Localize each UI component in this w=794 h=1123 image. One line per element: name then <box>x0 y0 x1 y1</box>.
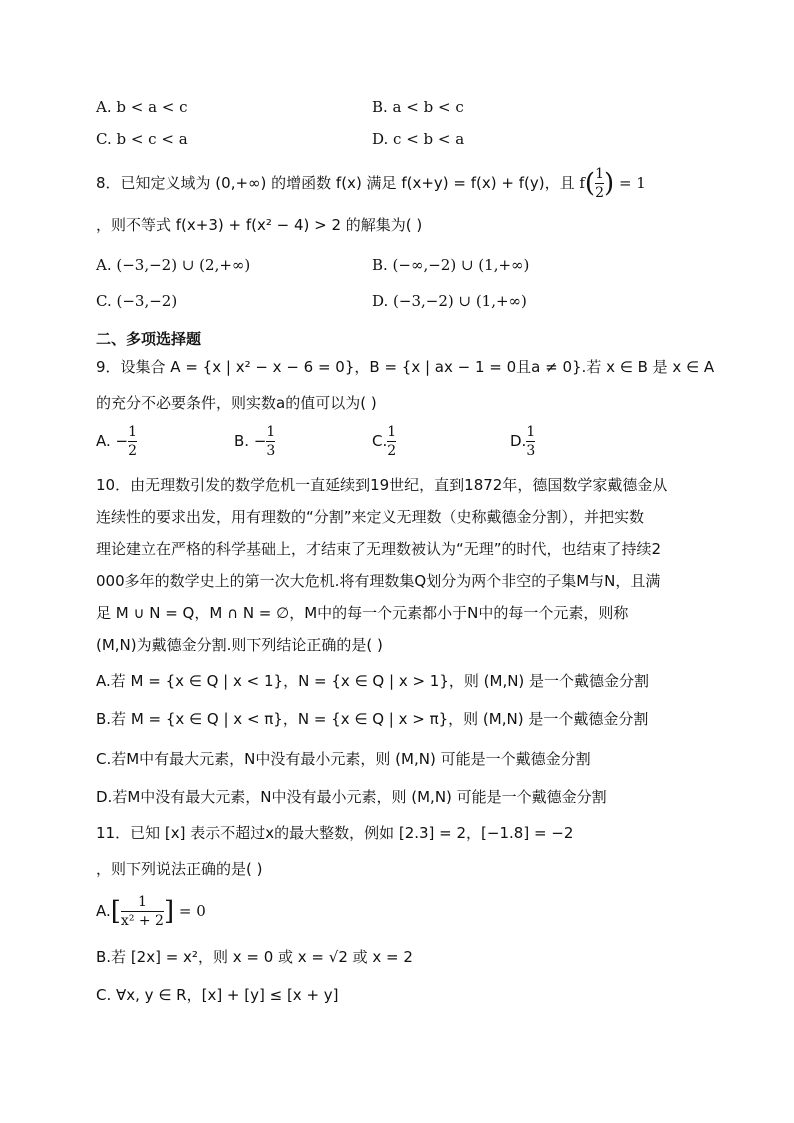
q9-option-b-label: B. − <box>234 432 267 450</box>
q9-stem-line2: 的充分不必要条件，则实数a的值可以为( ) <box>96 394 377 412</box>
q7-option-c: C. b < c < a <box>96 130 188 148</box>
q9-stem-line1: 9．设集合 A = {x | x² − x − 6 = 0}，B = {x | ax − 1 = 0且a ≠ 0}.若 x ∈ B 是 x ∈ A <box>96 358 715 376</box>
q10-option-a: A.若 M = {x ∈ Q | x < 1}，N = {x ∈ Q | x > 1}，则 (M,N) 是一个戴德金分割 <box>96 672 650 690</box>
q8-option-c: C. (−3,−2) <box>96 292 178 310</box>
q9-d-den: 3 <box>526 443 536 459</box>
q9-option-c <box>372 424 396 459</box>
q11-a-left-bracket: [ <box>110 896 121 927</box>
q9-c-den: 2 <box>387 443 397 459</box>
q8-option-a: A. (−3,−2) ∪ (2,+∞) <box>96 256 251 274</box>
q7-option-b: B. a < b < c <box>372 98 464 116</box>
section-title: 二、多项选择题 <box>96 330 202 348</box>
q9-b-den: 3 <box>266 443 276 459</box>
q11-option-a <box>96 894 206 929</box>
q11-a-den: x² + 2 <box>120 913 164 929</box>
q11-a-tail: = 0 <box>178 902 206 920</box>
q9-option-d-label: D. <box>510 432 527 450</box>
q8-fraction <box>595 166 604 201</box>
q9-option-b-fraction <box>266 424 275 459</box>
q7-option-a: A. b < a < c <box>96 98 188 116</box>
q11-option-c: C. ∀x, y ∈ R，[x] + [y] ≤ [x + y] <box>96 986 339 1004</box>
q10-option-d: D.若M中没有最大元素，N中没有最小元素，则 (M,N) 可能是一个戴德金分割 <box>96 788 607 806</box>
q8-f-symbol: f <box>579 174 585 192</box>
q9-a-num: 1 <box>128 424 138 440</box>
q8-stem-text: 8．已知定义域为 (0,+∞) 的增函数 f(x) 满足 f(x+y) = f(x) + f(y)，且 <box>96 174 575 192</box>
q8-right-paren: ) <box>604 168 615 199</box>
q9-b-num: 1 <box>266 424 276 440</box>
q10-line1: 10．由无理数引发的数学危机一直延续到19世纪，直到1872年，德国数学家戴德金从 <box>96 476 668 494</box>
q8-option-d: D. (−3,−2) ∪ (1,+∞) <box>372 292 527 310</box>
q11-line1: 11．已知 [x] 表示不超过x的最大整数，例如 [2.3] = 2，[−1.8] = −2 <box>96 824 574 842</box>
q10-line5: 足 M ∪ N = Q，M ∩ N = ∅，M中的每一个元素都小于N中的每一个元素，则称 <box>96 604 629 622</box>
q8-frac-den: 2 <box>595 185 604 201</box>
q9-c-num: 1 <box>387 424 397 440</box>
q9-option-b <box>234 424 275 459</box>
q9-option-a-fraction <box>128 424 137 459</box>
q10-line4: 000多年的数学史上的第一次大危机.将有理数集Q划分为两个非空的子集M与N，且满 <box>96 572 661 590</box>
q9-option-d-fraction <box>526 424 535 459</box>
q9-option-d <box>510 424 535 459</box>
q10-line3: 理论建立在严格的科学基础上，才结束了无理数被认为“无理”的时代，也结束了持续2 <box>96 540 662 558</box>
q8-stem-line1 <box>96 166 646 201</box>
q9-d-num: 1 <box>526 424 536 440</box>
q8-left-paren: ( <box>584 168 596 199</box>
q10-line6: (M,N)为戴德金分割.则下列结论正确的是( ) <box>96 636 383 654</box>
q8-stem-line2: ，则不等式 f(x+3) + f(x² − 4) > 2 的解集为( ) <box>96 216 423 234</box>
q9-option-c-label: C. <box>372 432 388 450</box>
q11-option-b: B.若 [2x] = x²，则 x = 0 或 x = √2 或 x = 2 <box>96 948 413 966</box>
q7-option-d: D. c < b < a <box>372 130 465 148</box>
q9-option-c-fraction <box>387 424 396 459</box>
q10-option-c: C.若M中有最大元素，N中没有最小元素，则 (M,N) 可能是一个戴德金分割 <box>96 750 591 768</box>
q9-option-a-label: A. − <box>96 432 129 450</box>
q8-option-b: B. (−∞,−2) ∪ (1,+∞) <box>372 256 530 274</box>
q8-frac-num: 1 <box>595 166 604 182</box>
q10-option-b: B.若 M = {x ∈ Q | x < π}，N = {x ∈ Q | x > π}，则 (M,N) 是一个戴德金分割 <box>96 710 649 728</box>
q11-option-a-fraction <box>121 894 164 929</box>
q8-equals-one: = 1 <box>618 174 646 192</box>
q9-option-a <box>96 424 137 459</box>
q11-a-num: 1 <box>137 894 147 910</box>
q11-option-a-label: A. <box>96 902 111 920</box>
q10-line2: 连续性的要求出发，用有理数的“分割”来定义无理数（史称戴德金分割），并把实数 <box>96 508 645 526</box>
q11-line2: ，则下列说法正确的是( ) <box>96 860 263 878</box>
q11-a-right-bracket: ] <box>163 896 175 927</box>
q9-a-den: 2 <box>128 443 138 459</box>
